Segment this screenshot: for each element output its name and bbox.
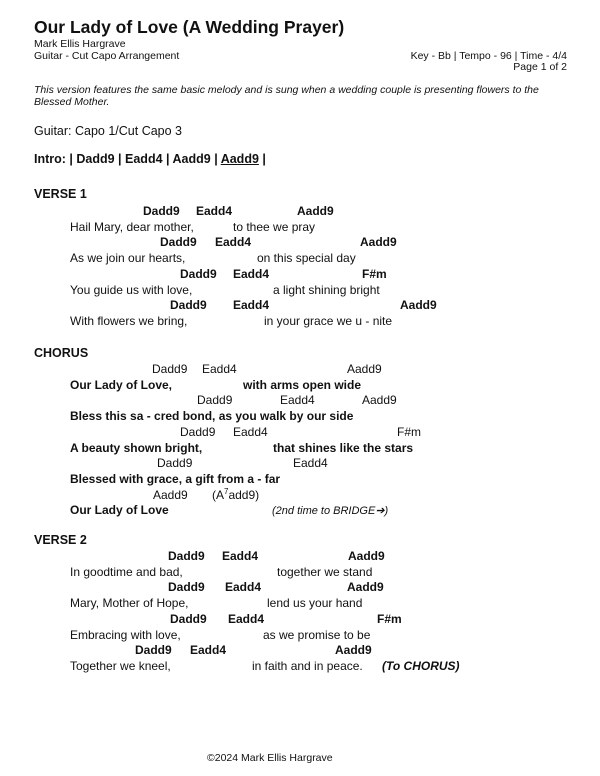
chord: Dadd9 — [180, 424, 216, 439]
chord: Aadd9 — [297, 204, 334, 218]
chord: Eadd4 — [293, 456, 328, 471]
lyric-row — [0, 629, 600, 645]
chord: Eadd4 — [215, 235, 252, 250]
chord-row — [0, 550, 600, 566]
intro-chords-text: Intro: | Dadd9 | Eadd4 | Aadd9 | — [34, 152, 221, 166]
chord: Eadd4 — [228, 611, 265, 626]
intro-end-bar: | — [258, 152, 266, 166]
page-number: Page 1 of 2 — [513, 61, 567, 73]
chord: Dadd9 — [170, 611, 207, 626]
lyric-text: Together we kneel, — [70, 658, 171, 673]
lyric-text: Blessed with grace, a gift from a - far — [70, 471, 281, 486]
chord: Dadd9 — [160, 235, 197, 250]
copyright-notice: ©2024 Mark Ellis Hargrave — [207, 752, 333, 764]
chord-row — [0, 394, 600, 410]
chord: Dadd9 — [180, 266, 217, 281]
lyric-text: together we stand — [277, 564, 373, 579]
intro-underlined-chord: Aadd9 — [220, 152, 259, 166]
lyric-text: in faith and in peace. — [252, 658, 363, 673]
chord-row — [0, 205, 600, 221]
lyric-text: Bless this sa - cred bond, as you walk by our side — [70, 409, 354, 424]
inline-note: (To CHORUS) — [382, 658, 460, 673]
lyric-text: A beauty shown bright, — [70, 440, 203, 455]
chord-row — [0, 581, 600, 597]
lyric-text: Embracing with love, — [70, 627, 181, 642]
lyric-row — [0, 379, 600, 395]
chord-row — [0, 363, 600, 379]
lyric-row — [0, 221, 600, 237]
lyric-text: Mary, Mother of Hope, — [70, 596, 189, 611]
lyric-row — [0, 410, 600, 426]
description-note-line2: Blessed Mother. — [34, 96, 110, 108]
lyric-text: with arms open wide — [243, 377, 362, 392]
chord: Dadd9 — [197, 393, 233, 408]
section-heading: VERSE 1 — [34, 187, 87, 201]
intro-line — [34, 152, 266, 166]
chord-row — [0, 299, 600, 315]
lyric-text: With flowers we bring, — [70, 313, 188, 328]
chord-row — [0, 644, 600, 660]
chord: Eadd4 — [233, 266, 270, 281]
chord: Eadd4 — [233, 424, 268, 439]
author-name: Mark Ellis Hargrave — [34, 38, 126, 50]
chord-row — [0, 613, 600, 629]
lyric-text: In goodtime and bad, — [70, 564, 183, 579]
lyric-text: Our Lady of Love — [70, 503, 169, 518]
lyric-row — [0, 284, 600, 300]
lyric-text: that shines like the stars — [273, 440, 414, 455]
chord: Dadd9 — [152, 362, 188, 376]
lyric-row — [0, 660, 600, 676]
chord: Eadd4 — [222, 549, 259, 563]
section-heading: CHORUS — [34, 346, 89, 360]
chord: Aadd9 — [347, 362, 382, 376]
chord: Eadd4 — [196, 204, 233, 218]
chord-superscript: 7 — [224, 486, 229, 496]
capo-instruction: Guitar: Capo 1/Cut Capo 3 — [34, 124, 182, 138]
lyric-row — [0, 597, 600, 613]
chord: Eadd4 — [280, 393, 315, 408]
chord-row — [0, 486, 600, 505]
chord: Aadd9 — [400, 298, 437, 313]
lyric-text: as we promise to be — [263, 627, 371, 642]
lyric-row — [0, 442, 600, 458]
chord: F#m — [362, 266, 387, 281]
chord: Aadd9 — [348, 549, 385, 563]
chord: Dadd9 — [143, 204, 180, 218]
chord: Dadd9 — [157, 456, 193, 471]
chord-row — [0, 426, 600, 442]
lyric-text: on this special day — [257, 251, 356, 266]
lyric-row — [0, 473, 600, 489]
chord: Eadd4 — [190, 643, 227, 658]
section-heading: VERSE 2 — [34, 533, 87, 547]
chord-row — [0, 457, 600, 473]
chord: $(A^7add9)$ — [212, 486, 260, 502]
lyric-text: You guide us with love, — [70, 282, 193, 297]
chord: Aadd9 — [362, 393, 397, 408]
lyric-row — [0, 315, 600, 331]
chord-row — [0, 236, 600, 252]
chord: Dadd9 — [168, 580, 205, 595]
chord: Aadd9 — [335, 643, 372, 658]
chord: Aadd9 — [360, 235, 397, 250]
lyric-text: Our Lady of Love, — [70, 377, 173, 392]
chord: Eadd4 — [225, 580, 262, 595]
chord-row — [0, 268, 600, 284]
chord: Dadd9 — [170, 298, 207, 313]
lyric-row — [0, 504, 600, 520]
chord: F#m — [397, 424, 421, 439]
key-tempo-time: Key - Bb | Tempo - 96 | Time - 4/4 — [410, 49, 567, 62]
lyric-text: Hail Mary, dear mother, — [70, 219, 194, 234]
lyric-row — [0, 566, 600, 582]
arrangement-subtitle: Guitar - Cut Capo Arrangement — [34, 49, 180, 62]
chord: F#m — [377, 611, 402, 626]
lyric-text: a light shining bright — [273, 282, 380, 297]
inline-note: (2nd time to BRIDGE➔) — [272, 505, 389, 518]
lyric-row — [0, 252, 600, 268]
chord: Eadd4 — [233, 298, 270, 313]
description-note-line1: This version features the same basic melody and is sung when a wedding couple is presenting flowers to the — [34, 84, 539, 96]
lyric-text: lend us your hand — [267, 596, 363, 611]
chord: Dadd9 — [135, 643, 172, 658]
song-title: Our Lady of Love (A Wedding Prayer) — [34, 17, 345, 37]
lyric-text: As we join our hearts, — [70, 251, 186, 266]
chord: Dadd9 — [168, 549, 205, 563]
chord: Aadd9 — [153, 487, 188, 502]
chord: Eadd4 — [202, 362, 237, 376]
lyric-text: to thee we pray — [233, 219, 316, 234]
chord: Aadd9 — [347, 580, 384, 595]
lyric-text: in your grace we u - nite — [264, 313, 393, 328]
